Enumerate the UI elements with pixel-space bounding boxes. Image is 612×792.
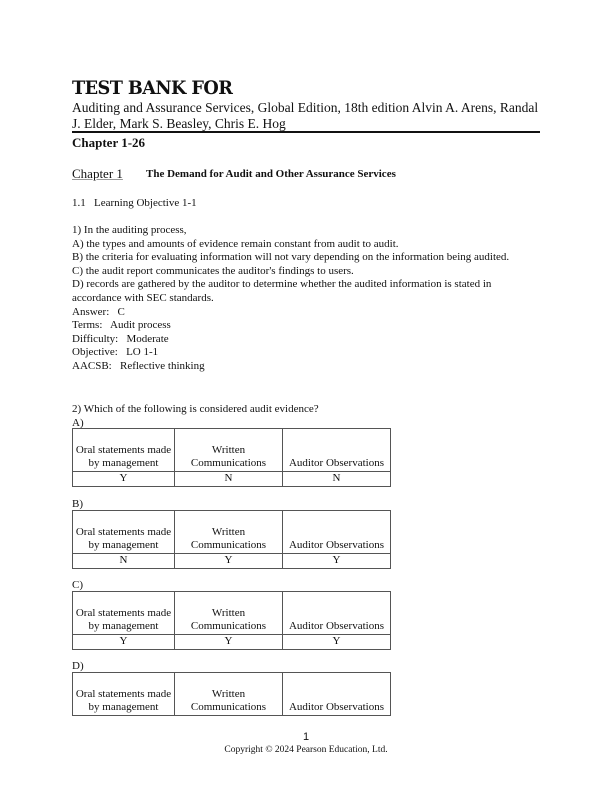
value-cell: Y bbox=[283, 635, 391, 650]
option-a-table bbox=[72, 428, 391, 487]
option-b-table bbox=[72, 510, 391, 569]
answer-option-b: B) the criteria for evaluating information will not vary depending on the information being audited. bbox=[72, 251, 510, 264]
option-b-label: B) bbox=[72, 498, 83, 510]
value-cell: N bbox=[175, 472, 283, 487]
chapter-title: The Demand for Audit and Other Assurance Services bbox=[146, 168, 396, 180]
terms: Terms: Audit process bbox=[72, 319, 171, 332]
option-d-table bbox=[72, 672, 391, 716]
header-written-communications: Written Communications bbox=[175, 592, 283, 635]
answer-key: Answer: C bbox=[72, 305, 125, 318]
value-cell: Y bbox=[73, 635, 175, 650]
value-cell: N bbox=[73, 554, 175, 569]
answer-option-c: C) the audit report communicates the auditor's findings to users. bbox=[72, 264, 354, 277]
header-oral-statements: Oral statements made by management bbox=[73, 429, 175, 472]
header-auditor-observations: Auditor Observations bbox=[283, 511, 391, 554]
question-1 bbox=[72, 224, 542, 374]
answer-option-a: A) the types and amounts of evidence remain constant from audit to audit. bbox=[72, 237, 399, 250]
option-c-label: C) bbox=[72, 579, 83, 591]
option-d-label: D) bbox=[72, 660, 84, 672]
option-a-label: A) bbox=[72, 417, 84, 429]
header-written-communications: Written Communications bbox=[175, 673, 283, 716]
value-cell: Y bbox=[73, 472, 175, 487]
question-2-stem: 2) Which of the following is considered audit evidence? bbox=[72, 403, 319, 415]
page-number: 1 bbox=[302, 731, 310, 743]
chapter-range: Chapter 1-26 bbox=[72, 135, 146, 150]
learning-objective-heading: 1.1 Learning Objective 1-1 bbox=[72, 197, 197, 209]
answer-option-d: D) records are gathered by the auditor to determine whether the audited information is stated in accordance with SEC standards. bbox=[72, 278, 492, 304]
header-auditor-observations: Auditor Observations bbox=[283, 429, 391, 472]
header-auditor-observations: Auditor Observations bbox=[283, 673, 391, 716]
header-oral-statements: Oral statements made by management bbox=[73, 511, 175, 554]
difficulty: Difficulty: Moderate bbox=[72, 332, 169, 345]
header-divider bbox=[72, 131, 540, 133]
header-oral-statements: Oral statements made by management bbox=[73, 673, 175, 716]
document-title: TEST BANK FOR bbox=[72, 77, 233, 99]
question-stem: 1) In the auditing process, bbox=[72, 224, 187, 236]
value-cell: Y bbox=[175, 635, 283, 650]
book-subtitle: Auditing and Assurance Services, Global Edition, 18th edition Alvin A. Arens, Randal J. Elder, Mark S. Beasley, Chris E. Hog bbox=[72, 100, 539, 131]
header-oral-statements: Oral statements made by management bbox=[73, 592, 175, 635]
chapter-label: Chapter 1 bbox=[72, 166, 123, 181]
value-cell: N bbox=[283, 472, 391, 487]
option-c-table bbox=[72, 591, 391, 650]
aacsb: AACSB: Reflective thinking bbox=[72, 359, 205, 372]
value-cell: Y bbox=[175, 554, 283, 569]
value-cell: Y bbox=[283, 554, 391, 569]
copyright-notice: Copyright © 2024 Pearson Education, Ltd. bbox=[224, 745, 388, 755]
header-written-communications: Written Communications bbox=[175, 429, 283, 472]
objective: Objective: LO 1-1 bbox=[72, 346, 159, 359]
header-written-communications: Written Communications bbox=[175, 511, 283, 554]
header-auditor-observations: Auditor Observations bbox=[283, 592, 391, 635]
